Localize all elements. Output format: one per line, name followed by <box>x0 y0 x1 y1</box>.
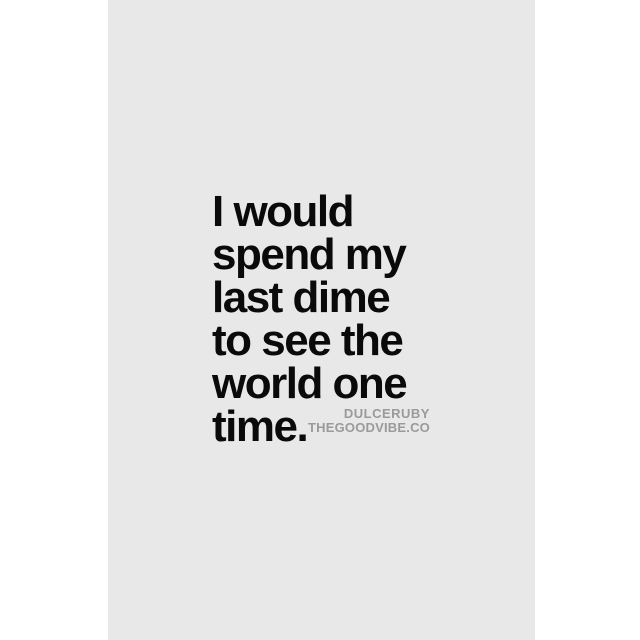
quote-line: I would <box>212 187 354 236</box>
quote-line: world one <box>212 359 407 408</box>
credit-site: THEGOODVIBE.CO <box>308 420 430 435</box>
credit-author: DULCERUBY <box>343 406 430 421</box>
quote-line: spend my <box>212 230 406 279</box>
watermark-credit <box>308 407 430 435</box>
quote-line: last dime <box>212 273 390 322</box>
quote-line: to see the <box>212 316 403 365</box>
quote-line: time. <box>212 402 308 451</box>
